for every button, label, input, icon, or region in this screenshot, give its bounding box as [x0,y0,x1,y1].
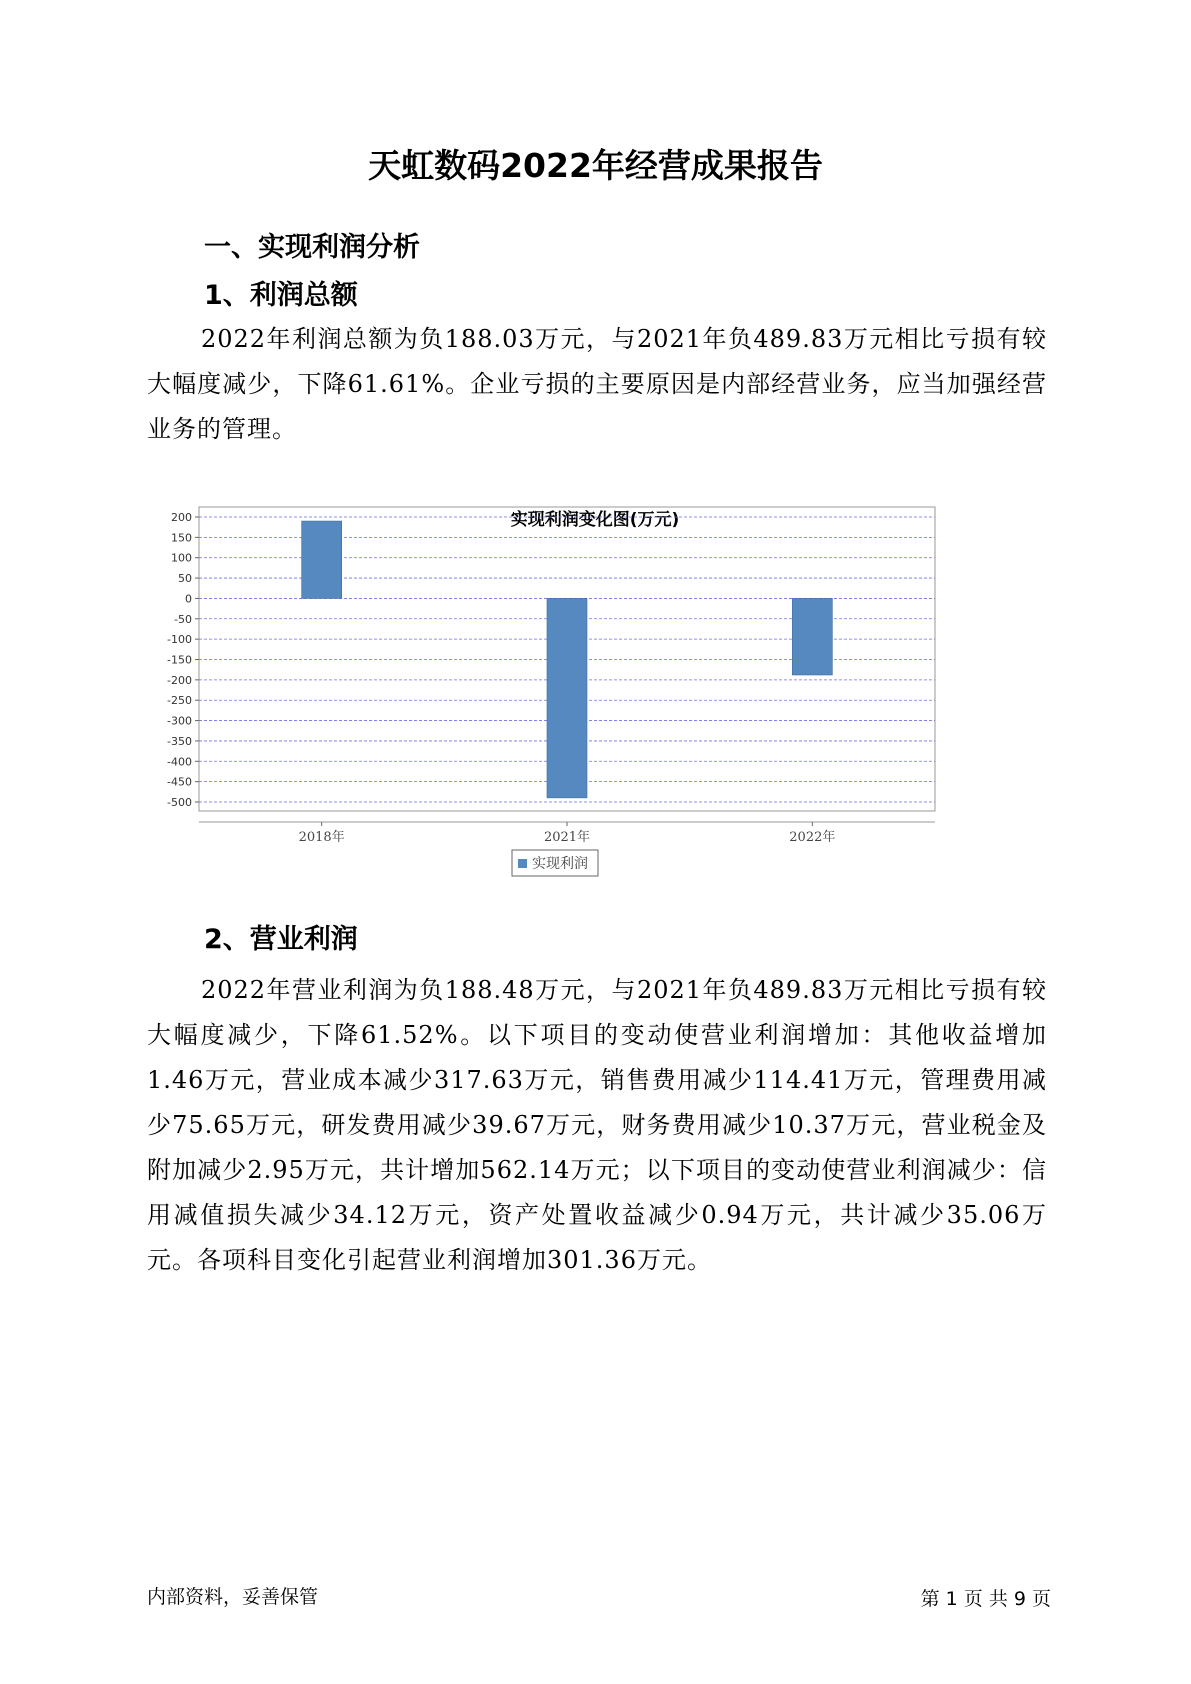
bar-2018年 [302,521,342,598]
document-title: 天虹数码2022年经营成果报告 [368,146,823,185]
y-tick-label: -100 [167,633,192,647]
profit-chart-svg [160,495,1030,960]
y-tick-label: -500 [167,796,192,809]
y-tick-label: -250 [167,694,192,708]
y-tick-label: -400 [167,755,192,769]
chart-legend [512,850,598,876]
y-tick-label: -350 [167,734,192,748]
legend-swatch [518,859,527,868]
x-tick-label: 2022年 [789,830,836,845]
footer-confidential-note: 内部资料，妥善保管 [147,1586,319,1608]
x-tick-label: 2018年 [298,830,345,845]
footer-page-number: 第 1 页 共 9 页 [920,1588,1051,1610]
profit-chart [160,495,1030,960]
bar-2022年 [792,598,832,675]
x-tick-label: 2021年 [543,830,591,845]
section-heading: 一、实现利润分析 [204,232,420,263]
y-tick-label: -200 [167,673,192,687]
y-tick-label: -300 [167,714,192,728]
subsection-heading-operating-profit: 2、营业利润 [204,924,358,955]
profit-total-paragraph: 2022年利润总额为负188.03万元，与2021年负489.83万元相比亏损有较大幅度减少，下降61.61%。企业亏损的主要原因是内部经营业务，应当加强经营业务的管理。 [147,325,1047,443]
y-tick-label: -450 [167,775,192,789]
legend-label: 实现利润 [532,856,588,872]
subsection-heading-profit-total: 1、利润总额 [204,280,358,311]
bar-2021年 [547,598,587,797]
y-tick-label: -150 [167,653,192,667]
y-tick-label: 50 [178,572,192,586]
chart-title: 实现利润变化图(万元) [510,510,680,530]
x-axis-ticks [299,822,836,845]
y-tick-label: 0 [185,592,192,606]
y-tick-label: 150 [171,531,192,545]
y-tick-label: -50 [174,612,192,626]
y-tick-label: 200 [171,511,192,524]
operating-profit-paragraph: 2022年营业利润为负188.48万元，与2021年负489.83万元相比亏损有较大幅度减少，下降61.52%。以下项目的变动使营业利润增加：其他收益增加1.46万元，营业成本减少317.63万元，销售费用减少114.41万元，管理费用减少75.65万元，研发费用减少39.67万元，财务费用减少10.37万元，营业税金及附加减少2.95万元，共计增加562.14万元；以下项目的变动使营业利润减少：信用减值损失减少34.12万元，资产处置收益减少0.94万元，共计减少35.06万元。各项科目变化引起营业利润增加301.36万元。 [147,976,1047,1274]
y-tick-label: 100 [171,551,192,565]
y-axis-ticks [167,511,199,809]
